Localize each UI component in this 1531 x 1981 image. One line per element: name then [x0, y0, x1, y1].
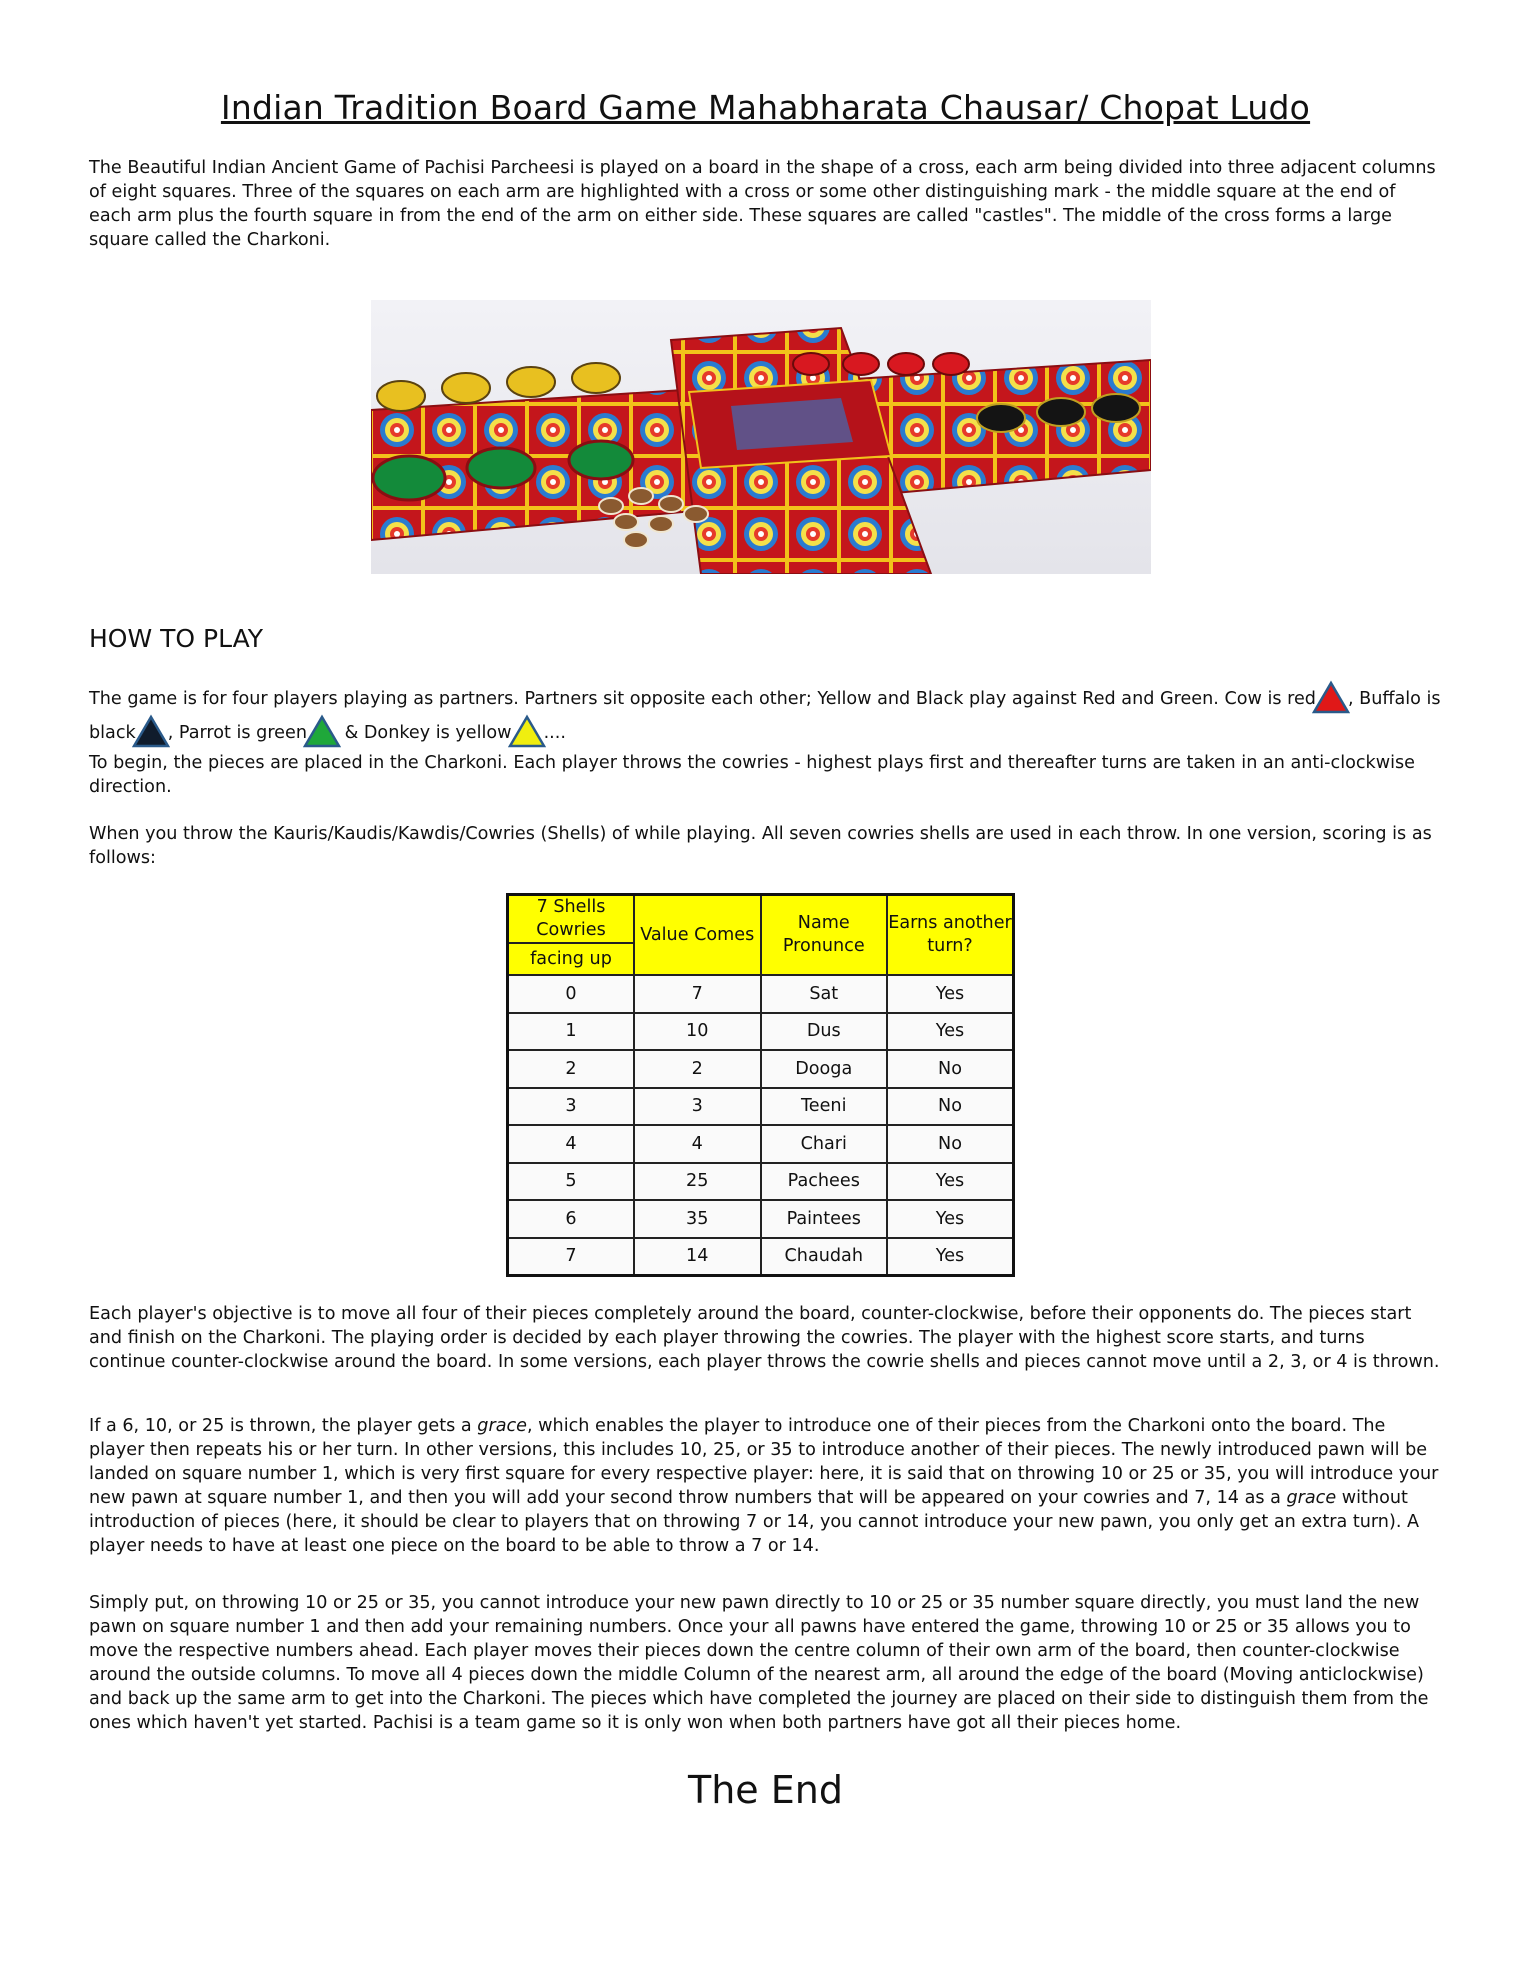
- table-row: [508, 1200, 1014, 1238]
- cell-shells: 6: [508, 1200, 635, 1238]
- cell-another-turn: Yes: [887, 1200, 1014, 1238]
- cell-value: 35: [634, 1200, 761, 1238]
- scoring-table-body: [508, 975, 1014, 1276]
- grace-text-3: without introduction of pieces (here, it should be clear to players that on throwing 7 or 14, you cannot introduce your new pawn, you only get an extra turn). A player needs to have at least one piece on the board to be able to throw a 7 or 14.: [89, 1488, 1420, 1556]
- cell-another-turn: Yes: [887, 1238, 1014, 1276]
- intro-paragraph: The Beautiful Indian Ancient Game of Pachisi Parcheesi is played on a board in the shape of a cross, each arm being divided into three adjacent columns of eight squares. Three of the squares on each arm are highlighted with a cross or some other distinguishing mark - the middle square at the end of each arm plus the fourth square in from the end of the arm on either side. These squares are called "castles". The middle of the cross forms a large square called the Charkoni.: [89, 158, 1436, 250]
- cell-value: 14: [634, 1238, 761, 1276]
- table-row: [508, 1125, 1014, 1163]
- cell-name: Paintees: [761, 1200, 888, 1238]
- cell-name: Chari: [761, 1125, 888, 1163]
- header-value: Value Comes: [634, 895, 761, 976]
- cell-value: 3: [634, 1088, 761, 1126]
- cell-name: Dus: [761, 1013, 888, 1051]
- begin-paragraph: To begin, the pieces are placed in the Charkoni. Each player throws the cowries - highest plays first and thereafter turns are taken in an anti-clockwise direction.: [89, 753, 1415, 797]
- cell-value: 2: [634, 1050, 761, 1088]
- red-triangle-icon: [1312, 680, 1350, 714]
- players-paragraph: [89, 680, 1441, 748]
- cell-shells: 4: [508, 1125, 635, 1163]
- cell-another-turn: No: [887, 1050, 1014, 1088]
- cell-name: Dooga: [761, 1050, 888, 1088]
- header-another-turn: Earns another turn?: [887, 895, 1014, 976]
- cell-value: 10: [634, 1013, 761, 1051]
- cell-name: Sat: [761, 975, 888, 1013]
- cell-shells: 2: [508, 1050, 635, 1088]
- how-to-play-heading: HOW TO PLAY: [89, 624, 264, 653]
- header-shells-bottom: facing up: [508, 943, 635, 975]
- black-triangle-icon: [132, 714, 170, 748]
- cell-another-turn: No: [887, 1088, 1014, 1126]
- cell-another-turn: Yes: [887, 1163, 1014, 1201]
- cell-another-turn: No: [887, 1125, 1014, 1163]
- table-row: [508, 1088, 1014, 1126]
- cell-shells: 3: [508, 1088, 635, 1126]
- cell-shells: 0: [508, 975, 635, 1013]
- header-name: Name Pronunce: [761, 895, 888, 976]
- players-text-4: & Donkey is yellow: [338, 723, 512, 743]
- players-text-1: The game is for four players playing as partners. Partners sit opposite each other; Yellow and Black play against Red and Green. Cow is red: [89, 689, 1316, 709]
- grace-paragraph: [89, 1414, 1441, 1558]
- throw-paragraph: When you throw the Kauris/Kaudis/Kawdis/Cowries (Shells) of while playing. All seven cowries shells are used in each throw. In one version, scoring is as follows:: [89, 824, 1432, 868]
- simply-put-paragraph: Simply put, on throwing 10 or 25 or 35, you cannot introduce your new pawn directly to 10 or 25 or 35 number square directly, you must land the new pawn on square number 1 and then add your remaining numbers. Once your all pawns have entered the game, throwing 10 or 25 or 35 allows you to move the respective numbers ahead. Each player moves their pieces down the centre column of their own arm of the board, then counter-clockwise around the outside columns. To move all 4 pieces down the middle Column of the nearest arm, all around the edge of the board (Moving anticlockwise) and back up the same arm to get into the Charkoni. The pieces which have completed the journey are placed on their side to distinguish them from the ones which haven't yet started. Pachisi is a team game so it is only won when both partners have got all their pieces home.: [89, 1593, 1429, 1733]
- scoring-table: [506, 893, 1015, 1277]
- cell-shells: 7: [508, 1238, 635, 1276]
- table-row: [508, 1050, 1014, 1088]
- cell-shells: 5: [508, 1163, 635, 1201]
- cell-name: Chaudah: [761, 1238, 888, 1276]
- cell-shells: 1: [508, 1013, 635, 1051]
- cell-value: 7: [634, 975, 761, 1013]
- players-text-2: , Buffalo is black: [89, 689, 1441, 743]
- table-row: [508, 1238, 1014, 1276]
- green-triangle-icon: [303, 714, 341, 748]
- cell-another-turn: Yes: [887, 975, 1014, 1013]
- cell-value: 4: [634, 1125, 761, 1163]
- grace-text-2: , which enables the player to introduce one of their pieces from the Charkoni onto the board. The player then repeats his or her turn. In other versions, this includes 10, 25, or 35 to introduce another of their pieces. The newly introduced pawn will be landed on square number 1, which is very first square for every respective player: here, it is said that on throwing 10 or 25 or 35, you will introduce your new pawn at square number 1, and then you will add your second throw numbers that will be appeared on your cowries and 7, 14 as a: [89, 1416, 1439, 1508]
- grace-text-1: If a 6, 10, or 25 is thrown, the player gets a: [89, 1416, 478, 1436]
- cell-value: 25: [634, 1163, 761, 1201]
- players-text-5: ....: [543, 723, 566, 743]
- table-row: [508, 1013, 1014, 1051]
- page-title: Indian Tradition Board Game Mahabharata Chausar/ Chopat Ludo: [220, 88, 1311, 127]
- game-board-photo: [371, 300, 1151, 574]
- yellow-triangle-icon: [508, 714, 546, 748]
- table-row: [508, 1163, 1014, 1201]
- objective-paragraph: Each player's objective is to move all four of their pieces completely around the board, counter-clockwise, before their opponents do. The pieces start and finish on the Charkoni. The playing order is decided by each player throwing the cowries. The player with the highest score starts, and turns continue counter-clockwise around the board. In some versions, each player throws the cowrie shells and pieces cannot move until a 2, 3, or 4 is thrown.: [89, 1304, 1440, 1372]
- cell-name: Pachees: [761, 1163, 888, 1201]
- table-row: [508, 975, 1014, 1013]
- cell-another-turn: Yes: [887, 1013, 1014, 1051]
- header-shells-top: 7 Shells Cowries: [508, 895, 635, 944]
- the-end-heading: The End: [688, 1768, 843, 1812]
- players-text-3: , Parrot is green: [167, 723, 307, 743]
- grace-italic-1: grace: [477, 1416, 527, 1436]
- cell-name: Teeni: [761, 1088, 888, 1126]
- grace-italic-2: grace: [1286, 1488, 1337, 1508]
